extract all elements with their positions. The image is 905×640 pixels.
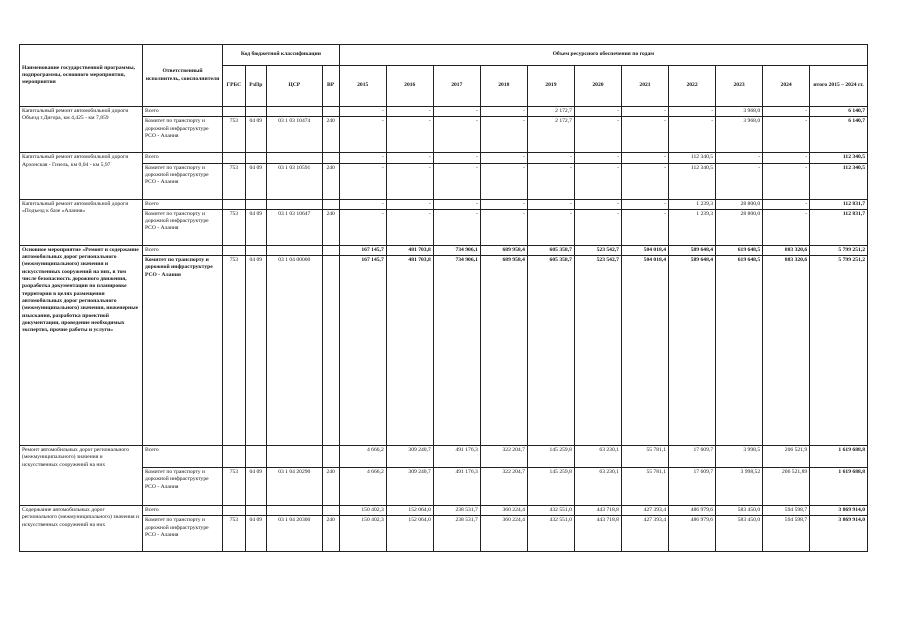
responsible-cell: Всего (142, 245, 222, 255)
budget-code-cell: 03 1 04 20290 (266, 468, 322, 506)
budget-code-cell: 04 09 (245, 468, 266, 506)
year-value-cell: 28 800,0 (716, 209, 763, 245)
year-value-cell: 360 224,4 (480, 516, 527, 552)
year-value-cell: 589 648,4 (669, 245, 716, 255)
year-value-cell: - (339, 107, 386, 117)
header-year: 2023 (716, 66, 763, 107)
header-grbs: ГРБС (223, 66, 245, 107)
executor-row (20, 256, 868, 446)
year-value-cell: 734 906,1 (433, 256, 480, 446)
year-value-cell: 322 204,7 (480, 468, 527, 506)
header-budget-code: Код бюджетной классификации (223, 45, 340, 66)
budget-code-cell (322, 506, 339, 516)
year-value-cell: - (433, 209, 480, 245)
budget-code-cell (245, 506, 266, 516)
responsible-cell: Комитет по транспорту и дорожной инфраструктуре РСО - Алания (142, 516, 222, 552)
header-year: 2022 (669, 66, 716, 107)
budget-code-cell (266, 245, 322, 255)
header-year: 2024 (763, 66, 810, 107)
responsible-cell: Комитет по транспорту и дорожной инфраструктуре РСО - Алания (142, 117, 222, 153)
budget-code-cell (223, 153, 245, 163)
year-value-cell: - (669, 117, 716, 153)
budget-code-cell: 04 09 (245, 256, 266, 446)
year-value-cell: 583 450,0 (716, 506, 763, 516)
year-value-cell: 238 531,7 (433, 506, 480, 516)
budget-table-page (19, 44, 868, 552)
year-value-cell: - (621, 153, 668, 163)
year-value-cell: - (433, 107, 480, 117)
total-value-cell: 3 869 914,0 (810, 506, 868, 516)
executor-row (20, 117, 868, 153)
header-total: итого 2015 – 2024 гг. (810, 66, 868, 107)
year-value-cell: 589 648,4 (669, 256, 716, 446)
program-name-cell: Капитальный ремонт автомобильной дороги «Подъезд к базе «Алания» (20, 199, 143, 245)
year-value-cell: - (339, 153, 386, 163)
year-value-cell: 491 176,3 (433, 446, 480, 468)
year-value-cell: - (433, 117, 480, 153)
year-value-cell: - (480, 163, 527, 199)
year-value-cell: 309 240,7 (386, 468, 433, 506)
year-value-cell: 145 259,8 (527, 446, 574, 468)
budget-code-cell (266, 446, 322, 468)
year-value-cell: 481 703,8 (386, 245, 433, 255)
header-year: 2020 (574, 66, 621, 107)
year-value-cell: - (574, 117, 621, 153)
executor-row (20, 209, 868, 245)
year-value-cell: - (763, 163, 810, 199)
year-value-cell: - (433, 199, 480, 209)
budget-code-cell (322, 199, 339, 209)
header-rzpr: РзПр (245, 66, 266, 107)
total-value-cell: 6 140,7 (810, 107, 868, 117)
budget-code-cell (245, 199, 266, 209)
year-value-cell: - (386, 117, 433, 153)
budget-code-cell (245, 153, 266, 163)
total-value-cell: 1 619 688,8 (810, 468, 868, 506)
year-value-cell: - (433, 163, 480, 199)
executor-row (20, 163, 868, 199)
year-value-cell: 427 393,4 (621, 506, 668, 516)
program-name-cell: Основное мероприятие «Ремонт и содержание автомобильных дорог регионального (межмуниципального) значения и искусственных сооружений на них, в том числе безопасность дорожного движения, разработка документации по планировке территории в целях размещения автомобильных дорог регионального (межмуниципального) значения, инженерные изыскания, разработка проектной документации, проведение необходимых экспертиз, прочие работы и услуги» (20, 245, 143, 445)
budget-code-cell (223, 199, 245, 209)
year-value-cell: 28 800,0 (716, 199, 763, 209)
header-year: 2016 (386, 66, 433, 107)
header-name: Наименование государственной программы, подпрограммы, основного мероприятия, мероприятия (20, 45, 143, 107)
budget-code-cell: 03 1 03 10591 (266, 163, 322, 199)
year-value-cell: 689 958,4 (480, 256, 527, 446)
year-value-cell: 112 340,5 (669, 163, 716, 199)
executor-row (20, 468, 868, 506)
budget-code-cell (223, 506, 245, 516)
year-value-cell: 443 718,8 (574, 506, 621, 516)
year-value-cell: 689 958,4 (480, 245, 527, 255)
total-value-cell: 112 340,5 (810, 163, 868, 199)
total-value-cell: 5 799 251,2 (810, 256, 868, 446)
responsible-cell: Комитет по транспорту и дорожной инфраструктуре РСО - Алания (142, 256, 222, 446)
year-value-cell: 883 320,6 (763, 256, 810, 446)
header-responsible: Ответственный исполнитель, соисполнители (142, 45, 222, 107)
year-value-cell: - (339, 117, 386, 153)
year-value-cell: 2 172,7 (527, 117, 574, 153)
total-row (20, 446, 868, 468)
budget-code-cell (266, 506, 322, 516)
total-value-cell: 112 831,7 (810, 199, 868, 209)
program-name-cell: Содержание автомобильных дорог регионального (межмуниципального) значения и искусственных сооружений на них (20, 506, 143, 552)
year-value-cell: 432 551,0 (527, 516, 574, 552)
responsible-cell: Всего (142, 199, 222, 209)
budget-code-cell: 753 (223, 256, 245, 446)
year-value-cell: 167 145,7 (339, 245, 386, 255)
header-year: 2015 (339, 66, 386, 107)
total-value-cell: 1 619 688,8 (810, 446, 868, 468)
year-value-cell: 432 551,0 (527, 506, 574, 516)
budget-code-cell (322, 446, 339, 468)
total-value-cell: 112 831,7 (810, 209, 868, 245)
year-value-cell: 486 979,6 (669, 506, 716, 516)
year-value-cell: - (527, 163, 574, 199)
budget-code-cell (245, 107, 266, 117)
year-value-cell: 63 230,1 (574, 468, 621, 506)
year-value-cell: 3 968,0 (716, 117, 763, 153)
resource-provision-table (19, 44, 868, 552)
budget-code-cell: 240 (322, 209, 339, 245)
year-value-cell: - (574, 107, 621, 117)
header-csr: ЦСР (266, 66, 322, 107)
budget-code-cell: 04 09 (245, 516, 266, 552)
responsible-cell: Комитет по транспорту и дорожной инфраструктуре РСО - Алания (142, 209, 222, 245)
year-value-cell: - (339, 163, 386, 199)
total-value-cell: 5 799 251,2 (810, 245, 868, 255)
year-value-cell: 605 358,7 (527, 256, 574, 446)
header-vr: ВР (322, 66, 339, 107)
total-value-cell: 6 140,7 (810, 117, 868, 153)
year-value-cell: - (621, 209, 668, 245)
responsible-cell: Всего (142, 107, 222, 117)
budget-code-cell (266, 107, 322, 117)
budget-code-cell (322, 245, 339, 255)
year-value-cell: - (763, 199, 810, 209)
year-value-cell: - (480, 199, 527, 209)
budget-code-cell (245, 245, 266, 255)
year-value-cell: 504 018,4 (621, 245, 668, 255)
year-value-cell: - (621, 199, 668, 209)
year-value-cell: - (480, 209, 527, 245)
year-value-cell: - (386, 209, 433, 245)
year-value-cell: - (574, 153, 621, 163)
year-value-cell: - (621, 107, 668, 117)
year-value-cell: 594 598,7 (763, 506, 810, 516)
budget-code-cell: 753 (223, 163, 245, 199)
responsible-cell: Комитет по транспорту и дорожной инфраструктуре РСО - Алания (142, 163, 222, 199)
header-year: 2018 (480, 66, 527, 107)
year-value-cell: 504 018,4 (621, 256, 668, 446)
budget-code-cell (245, 446, 266, 468)
program-name-cell: Капитальный ремонт автомобильной дороги Объезд г.Дигора, км 4,425 - км 7,859 (20, 107, 143, 153)
year-value-cell: 55 781,1 (621, 468, 668, 506)
budget-code-cell: 240 (322, 117, 339, 153)
total-row (20, 245, 868, 255)
year-value-cell: - (574, 163, 621, 199)
year-value-cell: 55 781,1 (621, 446, 668, 468)
budget-code-cell: 240 (322, 516, 339, 552)
header-year: 2019 (527, 66, 574, 107)
year-value-cell: 322 204,7 (480, 446, 527, 468)
budget-code-cell (322, 153, 339, 163)
budget-code-cell: 03 1 03 10647 (266, 209, 322, 245)
year-value-cell: 427 393,4 (621, 516, 668, 552)
year-value-cell: 145 259,8 (527, 468, 574, 506)
budget-code-cell: 240 (322, 163, 339, 199)
year-value-cell: - (527, 199, 574, 209)
total-row (20, 107, 868, 117)
year-value-cell: 17 609,7 (669, 446, 716, 468)
year-value-cell: - (763, 107, 810, 117)
header-year: 2017 (433, 66, 480, 107)
program-name-cell: Капитальный ремонт автомобильной дороги Архонская - Гизель, км 0,04 - км 5,97 (20, 153, 143, 199)
year-value-cell: - (574, 199, 621, 209)
year-value-cell: 491 176,3 (433, 468, 480, 506)
year-value-cell: - (386, 107, 433, 117)
year-value-cell: - (480, 153, 527, 163)
year-value-cell: 619 648,5 (716, 245, 763, 255)
year-value-cell: - (433, 153, 480, 163)
year-value-cell: - (716, 153, 763, 163)
budget-code-cell: 753 (223, 209, 245, 245)
year-value-cell: - (763, 209, 810, 245)
year-value-cell: 152 064,0 (386, 516, 433, 552)
year-value-cell: 2 172,7 (527, 107, 574, 117)
year-value-cell: - (621, 163, 668, 199)
header-year: 2021 (621, 66, 668, 107)
budget-code-cell: 03 1 03 10474 (266, 117, 322, 153)
total-row (20, 199, 868, 209)
budget-code-cell (266, 199, 322, 209)
year-value-cell: 3 998,5 (716, 446, 763, 468)
budget-code-cell: 04 09 (245, 209, 266, 245)
year-value-cell: 594 598,7 (763, 516, 810, 552)
year-value-cell: - (480, 107, 527, 117)
year-value-cell: 112 340,5 (669, 153, 716, 163)
year-value-cell: 443 718,8 (574, 516, 621, 552)
year-value-cell: 17 609,7 (669, 468, 716, 506)
year-value-cell: - (386, 199, 433, 209)
year-value-cell: 152 064,0 (386, 506, 433, 516)
year-value-cell: 619 648,5 (716, 256, 763, 446)
year-value-cell: - (339, 199, 386, 209)
year-value-cell: - (527, 153, 574, 163)
budget-code-cell: 753 (223, 117, 245, 153)
budget-code-cell (322, 256, 339, 446)
year-value-cell: - (716, 163, 763, 199)
year-value-cell: 883 320,6 (763, 245, 810, 255)
budget-code-cell: 04 09 (245, 163, 266, 199)
year-value-cell: - (669, 107, 716, 117)
year-value-cell: 206 521,9 (763, 446, 810, 468)
responsible-cell: Комитет по транспорту и дорожной инфраструктуре РСО - Алания (142, 468, 222, 506)
budget-code-cell: 03 1 04 00000 (266, 256, 322, 446)
year-value-cell: 523 542,7 (574, 245, 621, 255)
budget-code-cell (223, 107, 245, 117)
year-value-cell: 63 230,1 (574, 446, 621, 468)
total-value-cell: 112 340,5 (810, 153, 868, 163)
year-value-cell: 1 239,3 (669, 199, 716, 209)
budget-code-cell: 03 1 04 20300 (266, 516, 322, 552)
year-value-cell: 167 145,7 (339, 256, 386, 446)
year-value-cell: 486 979,6 (669, 516, 716, 552)
total-value-cell: 3 869 914,0 (810, 516, 868, 552)
year-value-cell: - (339, 209, 386, 245)
responsible-cell: Всего (142, 506, 222, 516)
year-value-cell: 3 998,52 (716, 468, 763, 506)
total-row (20, 153, 868, 163)
executor-row (20, 516, 868, 552)
year-value-cell: 583 450,0 (716, 516, 763, 552)
year-value-cell: 206 521,89 (763, 468, 810, 506)
responsible-cell: Всего (142, 153, 222, 163)
budget-code-cell (223, 245, 245, 255)
year-value-cell: 3 968,0 (716, 107, 763, 117)
year-value-cell: 360 224,4 (480, 506, 527, 516)
budget-code-cell (266, 153, 322, 163)
year-value-cell: - (574, 209, 621, 245)
total-row (20, 506, 868, 516)
year-value-cell: 238 531,7 (433, 516, 480, 552)
year-value-cell: 523 542,7 (574, 256, 621, 446)
year-value-cell: - (763, 153, 810, 163)
year-value-cell: - (527, 209, 574, 245)
year-value-cell: - (621, 117, 668, 153)
year-value-cell: 309 240,7 (386, 446, 433, 468)
budget-code-cell (322, 107, 339, 117)
year-value-cell: 734 906,1 (433, 245, 480, 255)
year-value-cell: - (763, 117, 810, 153)
program-name-cell: Ремонт автомобильных дорог регионального (межмуниципального) значения и искусственных сооружений на них (20, 446, 143, 506)
budget-code-cell: 753 (223, 516, 245, 552)
year-value-cell: 605 358,7 (527, 245, 574, 255)
year-value-cell: 481 703,8 (386, 256, 433, 446)
header-volume: Объем ресурсного обеспечения по годам (339, 45, 867, 66)
budget-code-cell (223, 446, 245, 468)
year-value-cell: - (386, 153, 433, 163)
year-value-cell: - (386, 163, 433, 199)
year-value-cell: 150 402,3 (339, 516, 386, 552)
year-value-cell: - (480, 117, 527, 153)
budget-code-cell: 753 (223, 468, 245, 506)
responsible-cell: Всего (142, 446, 222, 468)
budget-code-cell: 04 09 (245, 117, 266, 153)
year-value-cell: 1 239,3 (669, 209, 716, 245)
budget-code-cell: 240 (322, 468, 339, 506)
year-value-cell: 4 666,2 (339, 446, 386, 468)
year-value-cell: 150 402,3 (339, 506, 386, 516)
year-value-cell: 4 666,2 (339, 468, 386, 506)
